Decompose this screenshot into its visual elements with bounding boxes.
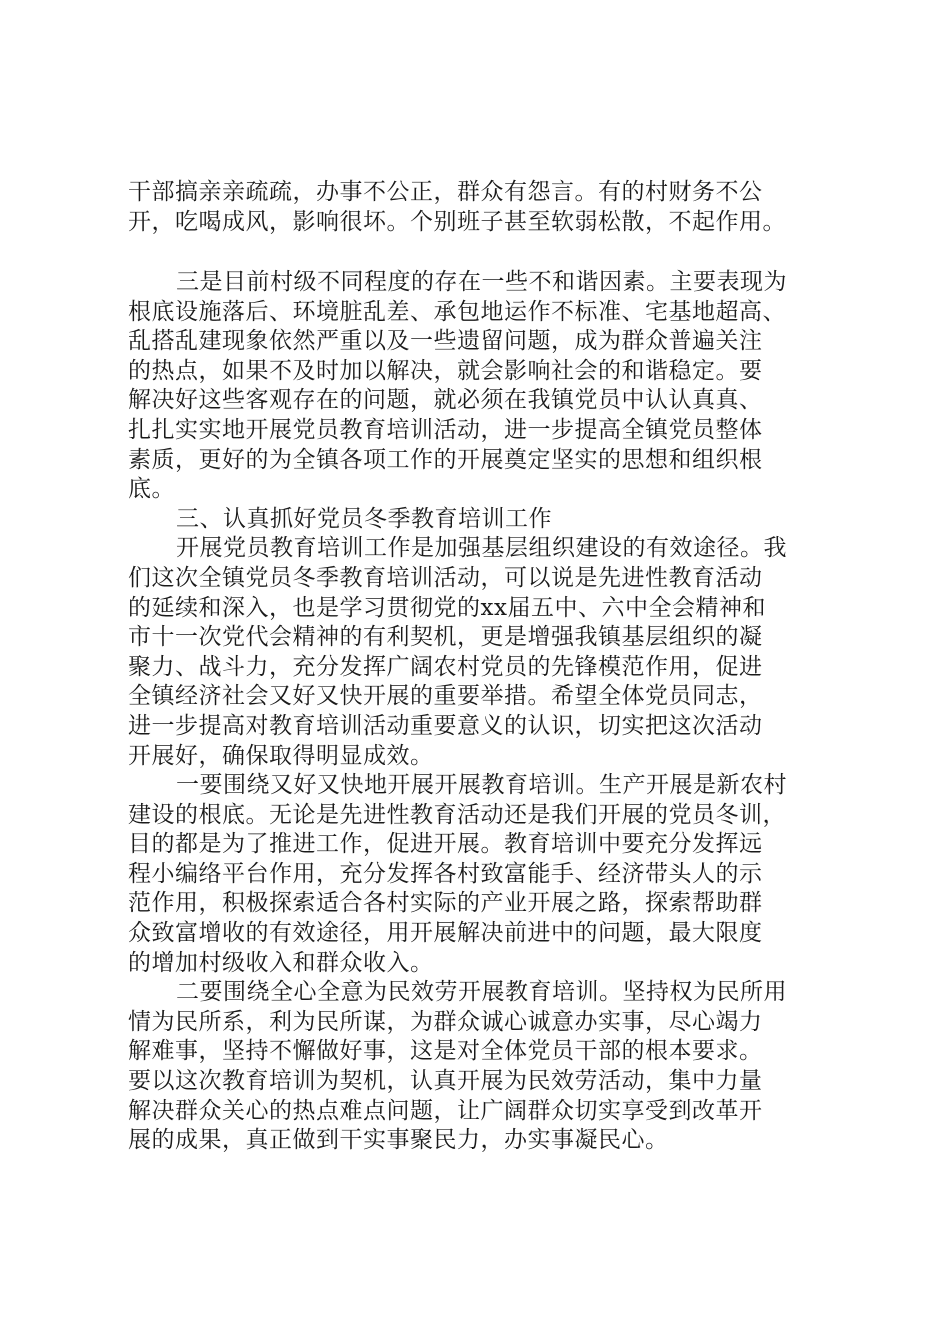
text-line: 情为民所系，利为民所谋，为群众诚心诚意办实事，尽心竭力 bbox=[128, 1008, 763, 1035]
text-line: 扎扎实实地开展党员教育培训活动，进一步提高全镇党员整体 bbox=[128, 416, 763, 443]
text-line: 全镇经济社会又好又快开展的重要举措。希望全体党员同志， bbox=[128, 683, 763, 710]
text-line: 开展好，确保取得明显成效。 bbox=[128, 742, 434, 769]
paragraph-start-line: 二要围绕全心全意为民效劳开展教育培训。坚持权为民所用 bbox=[176, 979, 787, 1006]
text-line: 解决好这些客观存在的问题，就必须在我镇党员中认认真真、 bbox=[128, 387, 763, 414]
text-line: 开，吃喝成风，影响很坏。个别班子甚至软弱松散，不起作用。 bbox=[128, 208, 786, 235]
text-line: 们这次全镇党员冬季教育培训活动，可以说是先进性教育活动 bbox=[128, 564, 763, 591]
text-line: 乱搭乱建现象依然严重以及一些遗留问题，成为群众普遍关注 bbox=[128, 328, 763, 355]
paragraph-block-2 bbox=[128, 268, 858, 1156]
text-line: 根底设施落后、环境脏乱差、承包地运作不标准、宅基地超高、 bbox=[128, 298, 786, 325]
text-line: 市十一次党代会精神的有利契机，更是增强我镇基层组织的凝 bbox=[128, 624, 763, 651]
text-line: 程小编络平台作用，充分发挥各村致富能手、经济带头人的示 bbox=[128, 860, 763, 887]
text-line: 进一步提高对教育培训活动重要意义的认识，切实把这次活动 bbox=[128, 712, 763, 739]
text-line: 展的成果，真正做到干实事聚民力，办实事凝民心。 bbox=[128, 1127, 669, 1154]
paragraph-block-1 bbox=[128, 178, 858, 237]
text-line: 建设的根底。无论是先进性教育活动还是我们开展的党员冬训， bbox=[128, 801, 786, 828]
text-line: 的热点，如果不及时加以解决，就会影响社会的和谐稳定。要 bbox=[128, 357, 763, 384]
text-line: 解决群众关心的热点难点问题，让广阔群众切实享受到改革开 bbox=[128, 1097, 763, 1124]
text-line: 素质，更好的为全镇各项工作的开展奠定坚实的思想和组织根 bbox=[128, 446, 763, 473]
paragraph-start-line: 一要围绕又好又快地开展开展教育培训。生产开展是新农村 bbox=[176, 772, 787, 799]
text-line: 众致富增收的有效途径，用开展解决前进中的问题，最大限度 bbox=[128, 920, 763, 947]
paragraph-start-line: 三是目前村级不同程度的存在一些不和谐因素。主要表现为 bbox=[176, 269, 787, 295]
text-line: 底。 bbox=[128, 476, 175, 503]
section-heading: 三、认真抓好党员冬季教育培训工作 bbox=[176, 505, 552, 532]
text-line: 的增加村级收入和群众收入。 bbox=[128, 949, 434, 976]
text-line: 的延续和深入，也是学习贯彻党的xx届五中、六中全会精神和 bbox=[128, 594, 766, 621]
text-line: 要以这次教育培训为契机，认真开展为民效劳活动，集中力量 bbox=[128, 1068, 763, 1095]
text-line: 范作用，积极探索适合各村实际的产业开展之路，探索帮助群 bbox=[128, 890, 763, 917]
paragraph-start-line: 开展党员教育培训工作是加强基层组织建设的有效途径。我 bbox=[176, 535, 787, 562]
text-line: 干部搞亲亲疏疏，办事不公正，群众有怨言。有的村财务不公 bbox=[128, 179, 763, 205]
text-line: 聚力、战斗力，充分发挥广阔农村党员的先锋模范作用，促进 bbox=[128, 653, 763, 680]
text-line: 目的都是为了推进工作，促进开展。教育培训中要充分发挥远 bbox=[128, 831, 763, 858]
text-line: 解难事，坚持不懈做好事，这是对全体党员干部的根本要求。 bbox=[128, 1038, 763, 1065]
